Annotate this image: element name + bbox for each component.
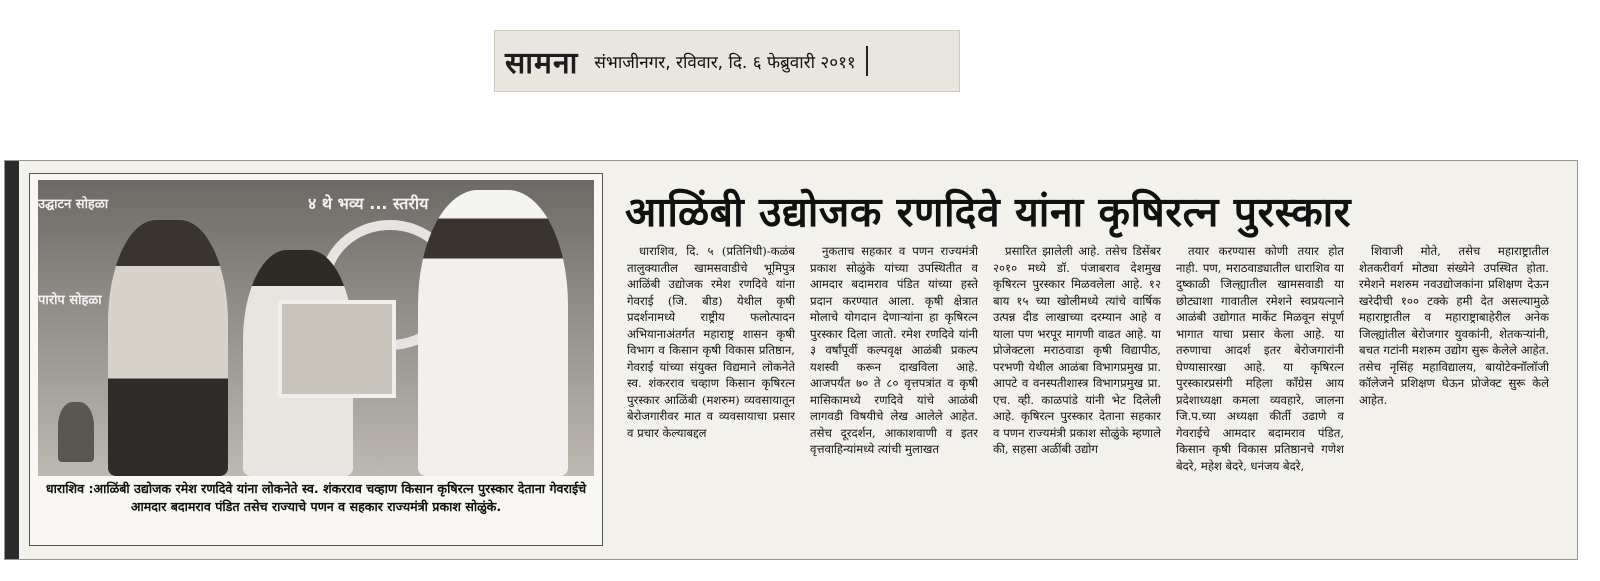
article-column-4 [1176,243,1344,549]
column-1-text: धाराशिव, दि. ५ (प्रतिनिधी)-कळंब तालुक्यातील खामसवाडीचे भूमिपुत्र आळिंबी उद्योजक रमेश रणदिवे यांना गेवराई (जि. बीड) येथील कृषी प्रदर्शनामध्ये राष्ट्रीय फलोत्पादन अभियानाअंतर्गत महाराष्ट्र शासन कृषी विभाग व किसान कृषी विकास प्रतिष्ठान, गेवराई यांच्या संयुक्त विद्यमाने लोकनेते स्व. शंकरराव चव्हाण किसान कृषिरत्न पुरस्कार आळिंबी (मशरुम) व्यवसायातून बेरोजगारीवर मात व व्यवसायाचा प्रसार व प्रचार केल्याबद्दल [627,244,795,440]
article-column-5 [1359,243,1549,549]
photo-frame [29,173,603,546]
award-trophy [278,300,396,398]
article-column-2 [810,243,978,549]
column-2-text: नुकताच सहकार व पणन राज्यमंत्री प्रकाश सोळुंके यांच्या उपस्थितीत व आमदार बदामराव पंडित यांच्या हस्ते प्रदान करण्यात आला. कृषी क्षेत्रात मोलाचे योगदान देणाऱ्यांना हा कृषिरत्न पुरस्कार दिला जातो. रमेश रणदिवे यांनी ३ वर्षांपूर्वी कल्पवृक्ष आळंबी प्रकल्प यशस्वी करून दाखविला आहे. आजपर्यंत ७० ते ८० वृत्तपत्रांत व कृषी मासिकामध्ये रणदिवे यांचे आळंबी लागवडी विषयीचे लेख आलेले आहेत. तसेच दूरदर्शन, आकाशवाणी व इतर वृत्तवाहिन्यांमध्ये त्यांची मुलाखत [810,244,978,456]
clipping-edge [5,161,19,559]
award-photo [38,180,594,476]
banner-text-left-2: पारोप सोहळा [38,293,102,308]
newspaper-logo: सामना [505,45,579,81]
column-5-text: शिवाजी मोते, तसेच महाराष्ट्रातील शेतकरीवर्ग मोठ्या संख्येने उपस्थित होता. रमेशने मशरुम नवउद्योजकांना प्रशिक्षण देऊन खरेदीची १०० टक्के हमी देत असल्यामुळे महाराष्ट्रातील व महाराष्ट्राबाहेरील अनेक जिल्ह्यांतील बेरोजगार युवकांनी, शेतकऱ्यांनी, बचत गटांनी मशरुम उद्योग सुरू केलेले आहेत. तसेच नृसिंह महाविद्यालय, बायोटेक्नॉलॉजी कॉलेजने प्रशिक्षण घेऊन प्रोजेक्ट सुरू केले आहेत. [1359,244,1549,407]
person-right [418,190,568,476]
column-4-text: तयार करण्यास कोणी तयार होत नाही. पण, मराठवाड्यातील धाराशिव या दुष्काळी जिल्ह्यातील खामसवाडी या छोट्याशा गावातील रमेशने स्वप्रयत्नाने आळंबी उद्योगात मार्केट मिळवून संपूर्ण भागात याचा प्रसार केला आहे. या तरुणाचा आदर्श इतर बेरोजगारांनी घेण्यासारखा आहे. या कृषिरत्न पुरस्कारप्रसंगी महिला कॉंग्रेस आय प्रदेशाध्यक्षा कमला व्यवहारे, जालना जि.प.च्या अध्यक्षा कीर्ती उढाणे व गेवराईचे आमदार बदामराव पंडित, किसान कृषी विकास प्रतिष्ठानचे गणेश बेदरे, महेश बेदरे, धनंजय बेदरे, [1176,244,1344,473]
dateline-divider [866,46,868,76]
news-clipping [4,160,1578,560]
headline: आळिंबी उद्योजक रणदिवे यांना कृषिरत्न पुरस्कार [625,188,1352,236]
person-background [58,402,94,462]
column-3-text: प्रसारित झालेली आहे. तसेच डिसेंबर २०१० मध्ये डॉ. पंजाबराव देशमुख कृषिरत्न पुरस्कार मिळवलेला आहे. १२ बाय १५ च्या खोलीमध्ये त्यांचे वार्षिक उत्पन्न दीड लाखाच्या दरम्यान आहे व याला पण भरपूर मागणी वाढत आहे. या प्रोजेक्टला मराठवाडा कृषी विद्यापीठ, परभणी येथील आळंबा विभागप्रमुख प्रा. आपटे व वनस्पतीशास्त्र विभागप्रमुख प्रा. एच. व्ही. काळपांडे यांनी भेट दिलेली आहे. कृषिरत्न पुरस्कार देताना सहकार व पणन राज्यमंत्री प्रकाश सोळुंके म्हणाले की, सहसा अळींबी उद्योग [993,244,1161,456]
article-column-1 [627,243,795,549]
photo-caption: धाराशिव :आळिंबी उद्योजक रमेश रणदिवे यांना लोकनेते स्व. शंकरराव चव्हाण किसान कृषिरत्न पुरस्कार देताना गेवराईचे आमदार बदामराव पंडित तसेच राज्याचे पणन व सहकार राज्यमंत्री प्रकाश सोळुंके. [45,481,587,514]
banner-text-left-1: उद्घाटन सोहळा [38,197,109,212]
banner-text-top: ४ थे भव्य ... स्तरीय [308,194,429,213]
person-left [108,220,228,476]
article-column-3 [993,243,1161,549]
dateline: संभाजीनगर, रविवार, दि. ६ फेब्रुवारी २०११ [594,52,856,73]
newspaper-masthead [494,30,960,92]
